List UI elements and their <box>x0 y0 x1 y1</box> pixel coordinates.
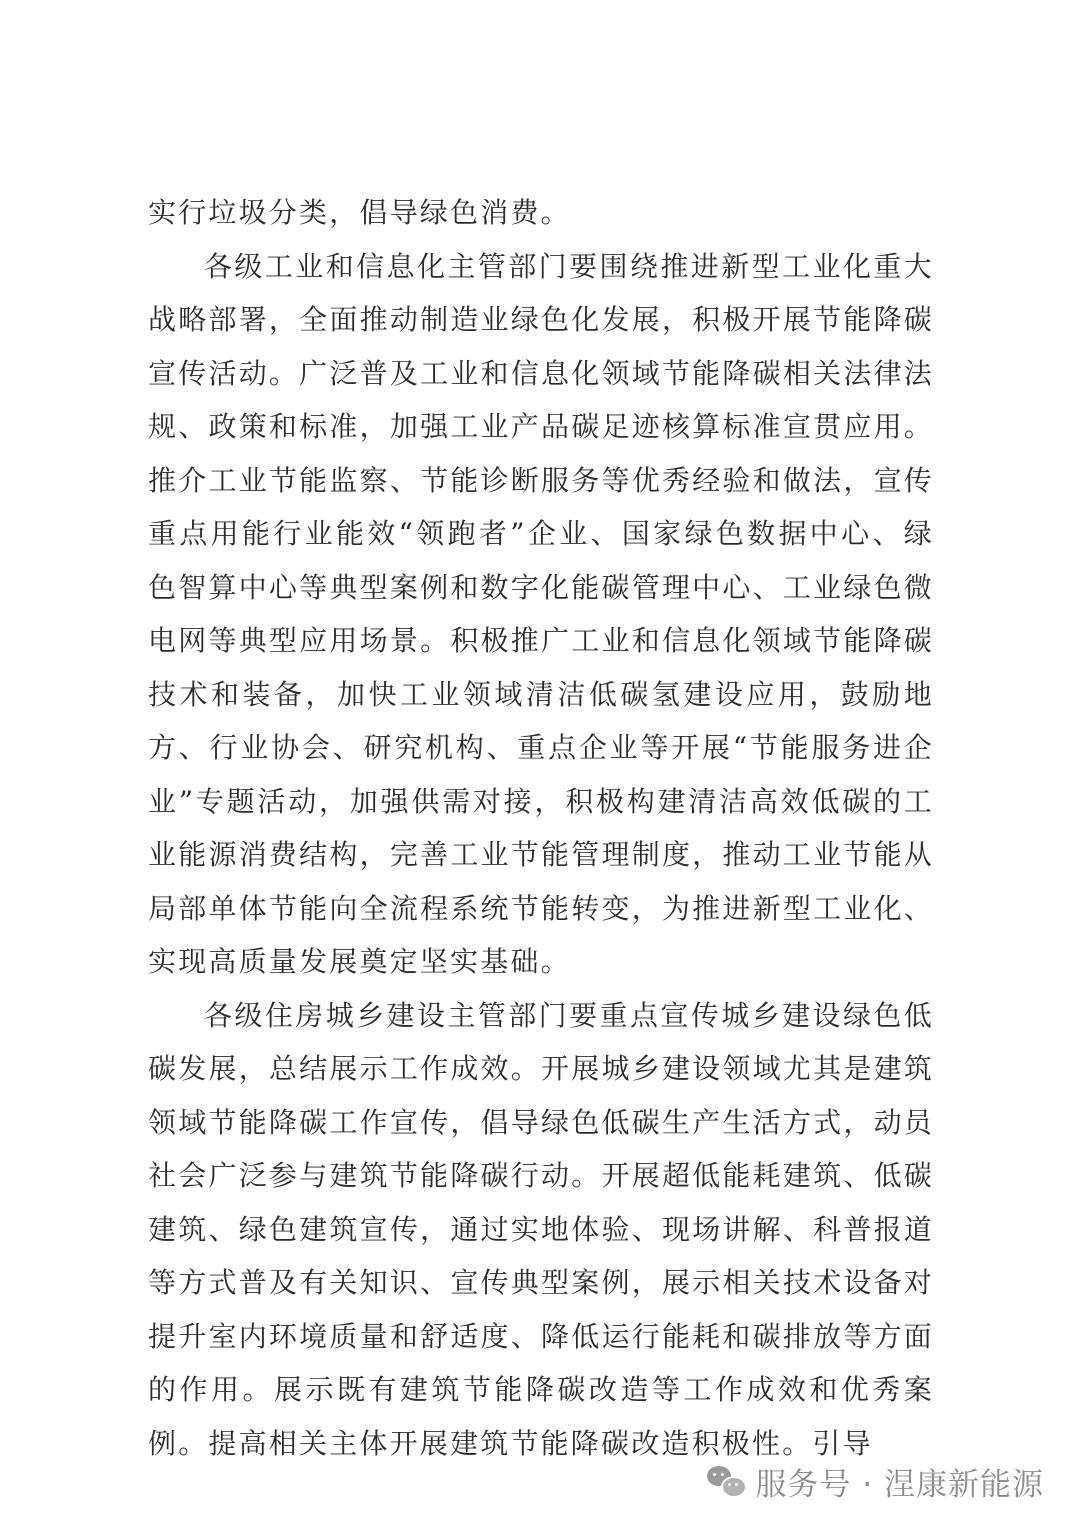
paragraph-industry-it: 各级工业和信息化主管部门要围绕推进新型工业化重大战略部署，全面推动制造业绿色化发展，积极开展节能降碳宣传活动。广泛普及工业和信息化领域节能降碳相关法律法规、政策和标准，加强工业产品碳足迹核算标准宣贯应用。推介工业节能监察、节能诊断服务等优秀经验和做法，宣传重点用能行业能效“领跑者”企业、国家绿色数据中心、绿色智算中心等典型案例和数字化能碳管理中心、工业绿色微电网等典型应用场景。积极推广工业和信息化领域节能降碳技术和装备，加快工业领域清洁低碳氢建设应用，鼓励地方、行业协会、研究机构、重点企业等开展“节能服务进企业”专题活动，加强供需对接，积极构建清洁高效低碳的工业能源消费结构，完善工业节能管理制度，推动工业节能从局部单体节能向全流程系统节能转变，为推进新型工业化、实现高质量发展奠定坚实基础。 <box>148 249 934 978</box>
paragraph-housing-construction: 各级住房城乡建设主管部门要重点宣传城乡建设绿色低碳发展，总结展示工作成效。开展城乡建设领域尤其是建筑领域节能降碳工作宣传，倡导绿色低碳生产生活方式，动员社会广泛参与建筑节能降碳行动。开展超低能耗建筑、低碳建筑、绿色建筑宣传，通过实地体验、现场讲解、科普报道等方式普及有关知识、宣传典型案例，展示相关技术设备对提升室内环境质量和舒适度、降低运行能耗和碳排放等方面的作用。展示既有建筑节能降碳改造等工作成效和优秀案例。提高相关主体开展建筑节能降碳改造积极性。引导 <box>148 998 934 1460</box>
watermark-text: 服务号 · 涅康新能源 <box>755 1466 1044 1503</box>
paragraph-continuation: 实行垃圾分类，倡导绿色消费。 <box>148 196 571 229</box>
account-watermark <box>707 1456 1044 1506</box>
wechat-icon <box>707 1464 745 1498</box>
document-body <box>148 186 934 1470</box>
